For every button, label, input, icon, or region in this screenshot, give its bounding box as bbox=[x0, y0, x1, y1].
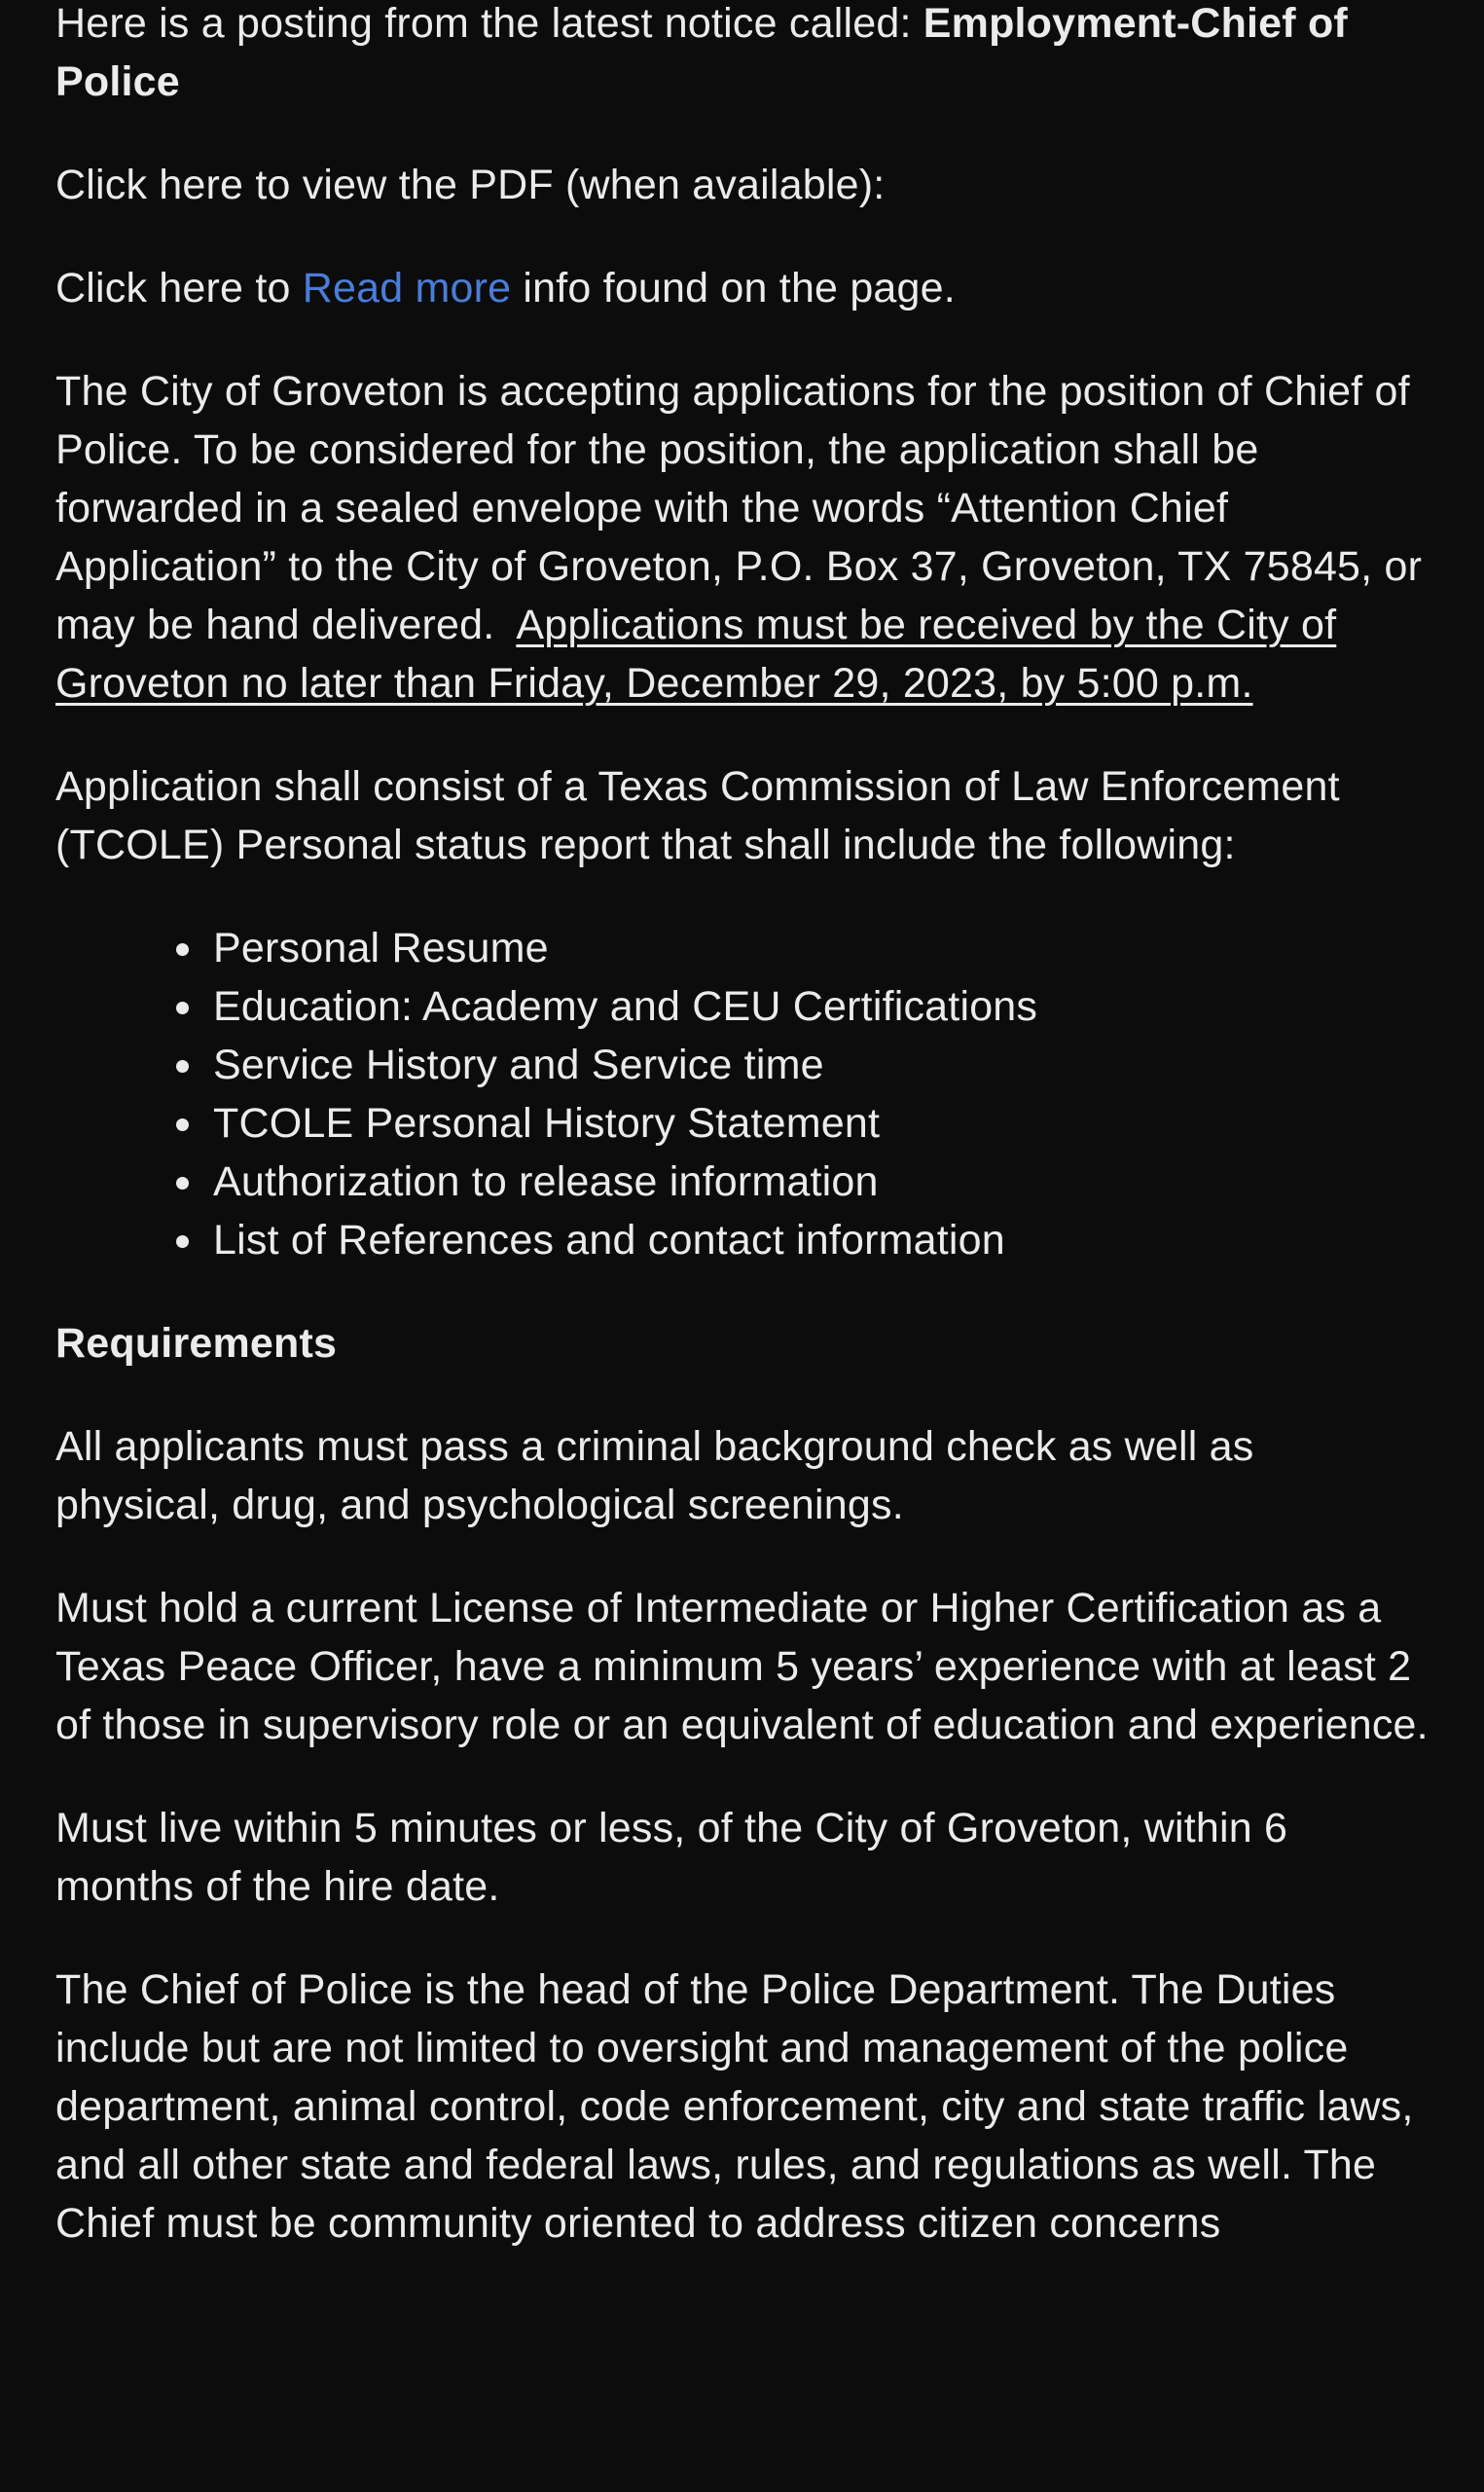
intro-prefix: Here is a posting from the latest notice called: bbox=[55, 0, 923, 47]
pdf-line: Click here to view the PDF (when available): bbox=[55, 162, 886, 208]
requirements-paragraph: All applicants must pass a criminal background check as well as physical, drug, and psychological screenings. bbox=[55, 1423, 1254, 1528]
application-checklist bbox=[55, 919, 1429, 1269]
application-paragraph bbox=[55, 362, 1429, 713]
readmore-paragraph bbox=[55, 259, 1429, 317]
requirements-paragraph: The Chief of Police is the head of the Police Department. The Duties include but are not limited to oversight and management of the police department, animal control, code enforcement, city and state traffic laws, and all other state and federal laws, rules, and regulations as well. The Chief must be community oriented to address citizen concerns bbox=[55, 1966, 1414, 2247]
list-item: • Personal Resume bbox=[207, 919, 1429, 977]
requirements-paragraph: Must live within 5 minutes or less, of the City of Groveton, within 6 months of the hire date. bbox=[55, 1805, 1288, 1910]
list-item: • Service History and Service time bbox=[207, 1036, 1429, 1094]
application-text: The City of Groveton is accepting applications for the position of Chief of Police. To be considered for the position, the application shall be forwarded in a sealed envelope with the words “Attention Chief Application” to the City of Groveton, P.O. Box 37, Groveton, TX 75845, or may be hand delivered. bbox=[55, 368, 1423, 648]
deadline-underlined-text: Applications must be received by the City of Groveton no later than Friday, December 29, 2023, by 5:00 p.m. bbox=[55, 602, 1337, 707]
intro-paragraph bbox=[55, 0, 1429, 111]
requirements-paragraph: Must hold a current License of Intermediate or Higher Certification as a Texas Peace Officer, have a minimum 5 years’ experience with at least 2 of those in supervisory role or an equivalent of education and experience. bbox=[55, 1585, 1429, 1748]
tcole-paragraph: Application shall consist of a Texas Commission of Law Enforcement (TCOLE) Personal status report that shall include the following: bbox=[55, 763, 1340, 868]
read-more-link[interactable]: Read more bbox=[302, 265, 512, 312]
requirements-heading: Requirements bbox=[55, 1320, 338, 1367]
list-item: • Authorization to release information bbox=[207, 1153, 1429, 1211]
readmore-after: info found on the page. bbox=[511, 265, 956, 312]
readmore-before: Click here to bbox=[55, 265, 303, 312]
notice-title: Employment-Chief of Police bbox=[55, 0, 1348, 105]
list-item: • List of References and contact information bbox=[207, 1211, 1429, 1269]
list-item: • Education: Academy and CEU Certifications bbox=[207, 977, 1429, 1036]
list-item: • TCOLE Personal History Statement bbox=[207, 1094, 1429, 1153]
